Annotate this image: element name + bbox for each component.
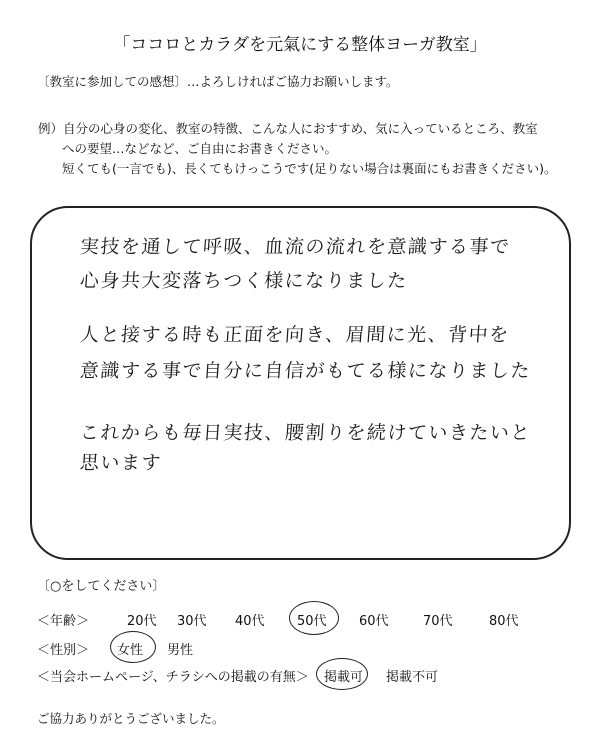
circle-section-heading: 〔○をしてください〕 [37,579,166,594]
age-option-50[interactable]: 50代 [297,614,327,629]
publish-row [37,666,477,684]
handwritten-line: 思います [79,452,163,474]
handwritten-line: 心身共大変落ちつく様になりました [79,270,409,292]
gender-label: ＜性別＞ [37,643,90,658]
gender-option-female[interactable]: 女性 [117,643,144,658]
publish-label: ＜当会ホームページ、チラシへの掲載の有無＞ [37,670,309,685]
example-line: 自分の心身の変化、教室の特徴、こんな人におすすめ、気に入っているところ、教室 [63,121,538,136]
handwritten-line: 意識する事で自分に自信がもてる様になりました [79,360,532,382]
thanks-text: ご協力ありがとうございました。 [37,711,225,726]
feedback-prompt [37,72,399,90]
publish-option-not-allowed[interactable]: 掲載不可 [386,670,439,685]
age-label: ＜年齢＞ [37,614,90,629]
gender-row [37,639,337,657]
gender-option-male[interactable]: 男性 [167,643,194,658]
example-prefix: 例） [38,121,64,136]
age-option-40[interactable]: 40代 [235,614,265,629]
selection-circle [289,601,339,635]
age-option-80[interactable]: 80代 [489,614,519,629]
feedback-prompt-label: 〔教室に参加しての感想〕 [37,74,188,89]
example-instructions [38,119,557,179]
feedback-prompt-note: …よろしければご協力お願いします。 [187,74,399,89]
example-line: 短くても(一言でも)、長くてもけっこうです(足りない場合は裏面にもお書きください)。 [62,161,557,176]
handwritten-line: これからも毎日実技、腰割りを続けていきたいと [79,422,532,444]
age-option-60[interactable]: 60代 [359,614,389,629]
handwritten-line: 実技を通して呼吸、血流の流れを意識する事で [79,236,512,258]
selection-circle [110,631,156,663]
age-option-20[interactable]: 20代 [127,614,157,629]
age-option-30[interactable]: 30代 [177,614,207,629]
publish-option-allowed[interactable]: 掲載可 [324,670,364,685]
example-line: への要望…などなど、ご自由にお書きください。 [62,141,338,156]
age-option-70[interactable]: 70代 [423,614,453,629]
page-title: 「ココロとカラダを元氣にする整体ヨーガ教室」 [113,35,487,55]
handwritten-line: 人と接する時も正面を向き、眉間に光、背中を [79,324,511,346]
feedback-box [30,206,571,560]
selection-circle [316,658,368,690]
